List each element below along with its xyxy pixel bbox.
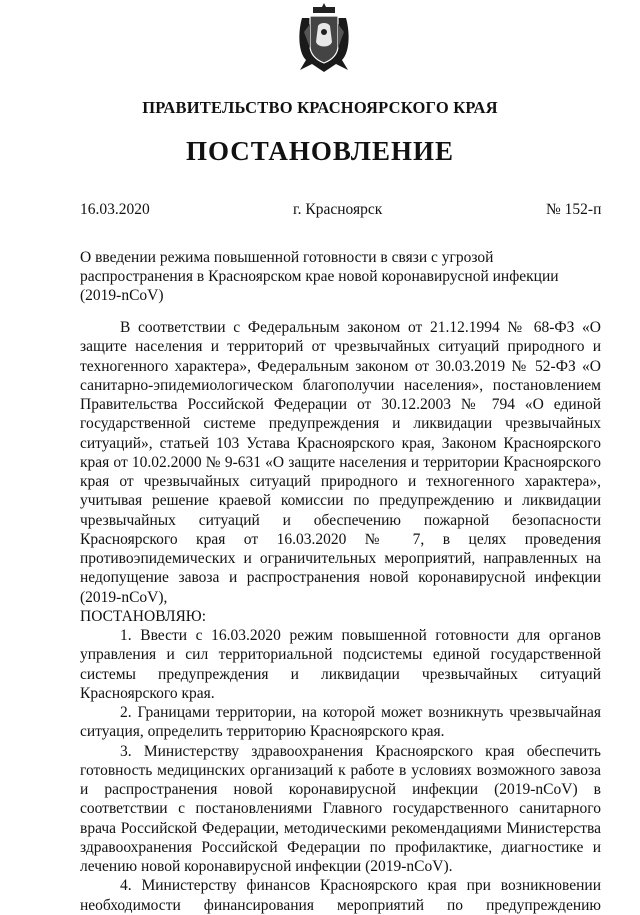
list-item: 1. Ввести с 16.03.2020 режим повышенной готовности для органов управления и сил территориальной подсистемы единой государственной системы предупреждения и ликвидации чрезвычайных ситуаций Красноярского края. [80, 627, 601, 702]
coat-of-arms-emblem [296, 2, 352, 74]
document-date: 16.03.2020 [80, 201, 150, 218]
document-type-title: ПОСТАНОВЛЕНИЕ [185, 136, 455, 166]
list-item: 2. Границами территории, на которой может возникнуть чрезвычайная ситуация, определить территорию Красноярского края. [80, 704, 601, 741]
document-city: г. Красноярск [293, 201, 383, 218]
government-title: ПРАВИТЕЛЬСТВО КРАСНОЯРСКОГО КРАЯ [142, 98, 498, 117]
list-item: 3. Министерству здравоохранения Красноярского края обеспечить готовность медицинских организаций к работе в условиях возможного завоза и распространения новой коронавирусной инфекции (2019-nCoV) в соответствии с постановлениями Главного государственного санитарного врача Российской Федерации, методическими рекомендациями Министерства здравоохранения Российской Федерации по профилактике, диагностике и лечению новой коронавирусной инфекции (2019-nCoV). [80, 742, 601, 875]
document-subject: О введении режима повышенной готовности в связи с угрозой распространения в Красноярском крае новой коронавирусной инфекции (2019-nCoV) [80, 249, 559, 304]
preamble-paragraph: В соответствии с Федеральным законом от 21.12.1994 № 68-ФЗ «О защите населения и территорий от чрезвычайных ситуаций природного и техногенного характера», Федеральным законом от 30.03.2019 № 52-ФЗ «О санитарно-эпидемиологическом благополучии населения», постановлением Правительства Российской Федерации от 30.12.2003 № 794 «О единой государственной системе предупреждения и ликвидации чрезвычайных ситуаций», статьей 103 Устава Красноярского края, Законом Красноярского края от 10.02.2000 № 9-631 «О защите населения и территории Красноярского края от чрезвычайных ситуаций природного и техногенного характера», учитывая решение краевой комиссии по предупреждению и ликвидации чрезвычайных ситуаций и обеспечению пожарной безопасности Красноярского края от 16.03.2020 № 7, в целях проведения противоэпидемических и ограничительных мероприятий, направленных на недопущение завоза и распространения новой коронавирусной инфекции (2019-nCoV), [80, 319, 601, 606]
list-item: 4. Министерству финансов Красноярского края при возникновении необходимости финансирования мероприятий по предупреждению [80, 877, 601, 914]
resolve-line: ПОСТАНОВЛЯЮ: [80, 607, 207, 625]
document-number: № 152-п [546, 201, 602, 218]
document-body [80, 318, 601, 915]
